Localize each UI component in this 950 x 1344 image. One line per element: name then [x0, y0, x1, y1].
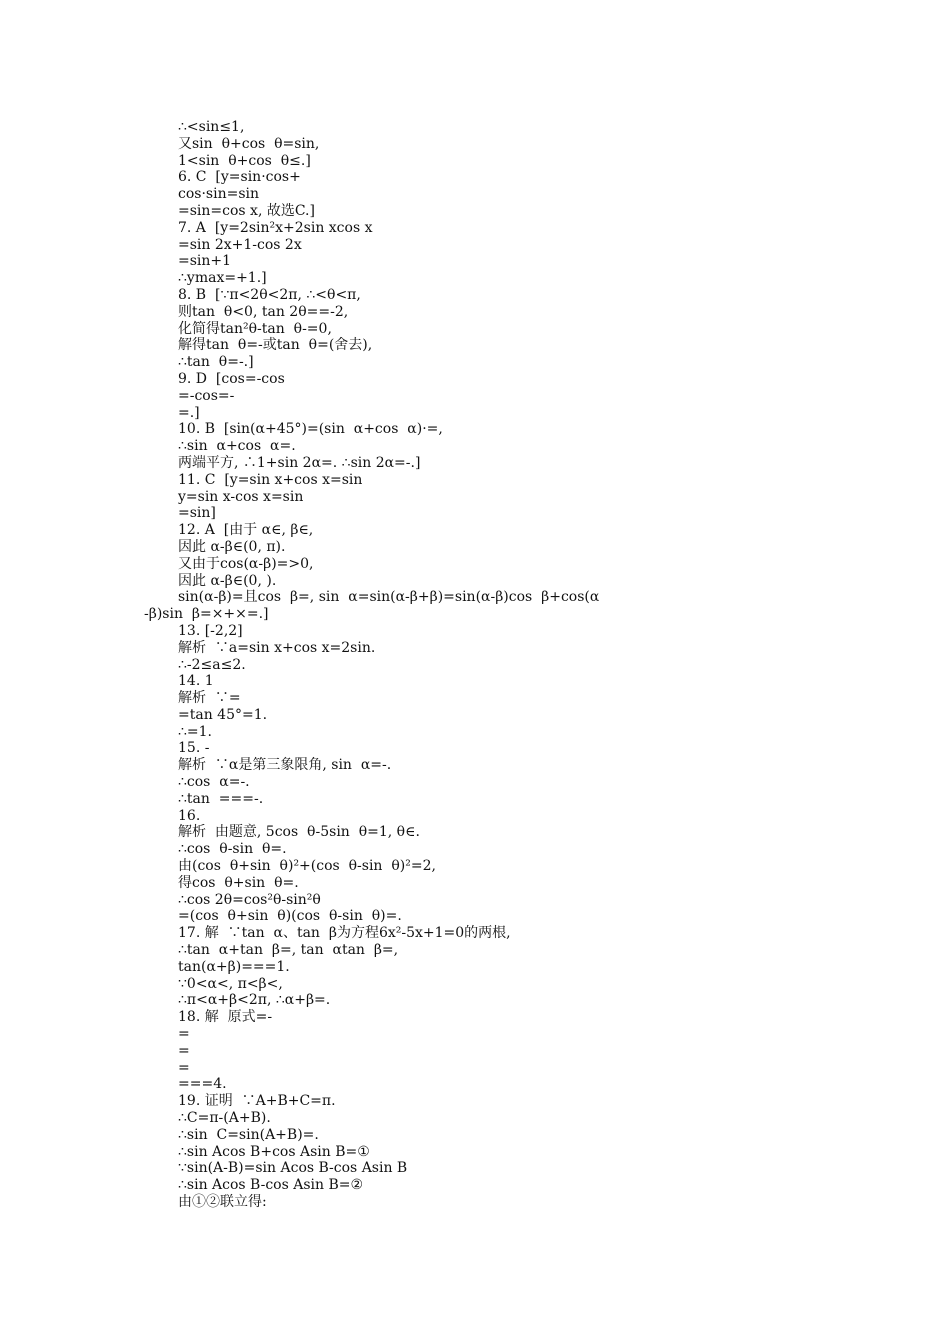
answer-13-line: 13. [-2,2] [178, 622, 243, 639]
text-line: ∴π<α+β<2π, ∴α+β=. [178, 992, 331, 1009]
answer-19-line: 19. 证明 ∵A+B+C=π. [178, 1093, 336, 1110]
solution-text [0, 119, 950, 1211]
text-line: 两端平方, ∴1+sin 2α=. ∴sin 2α=-.] [178, 454, 421, 471]
text-line: 由(cos θ+sin θ)²+(cos θ-sin θ)²=2, [178, 858, 436, 875]
text-line: ∴<sin≤1, [178, 119, 245, 135]
text-line: 解析 由题意, 5cos θ-5sin θ=1, θ∈. [178, 824, 420, 841]
answer-16-line: 16. [178, 807, 201, 824]
text-line: ∴-2≤a≤2. [178, 656, 246, 673]
text-line: ∴cos 2θ=cos²θ-sin²θ [178, 891, 321, 908]
answer-10-line: 10. B [sin(α+45°)=(sin α+cos α)·=, [178, 421, 443, 438]
text-line: =sin 2x+1-cos 2x [178, 236, 302, 253]
text-line: cos·sin=sin [178, 186, 259, 203]
text-line: =(cos θ+sin θ)(cos θ-sin θ)=. [178, 908, 402, 925]
text-line: ∴sin α+cos α=. [178, 438, 296, 455]
text-line: = [178, 1026, 190, 1043]
text-line: sin(α-β)=且cos β=, sin α=sin(α-β+β)=sin(α-β)cos β+cos(α [178, 589, 600, 606]
text-line: = [178, 1042, 190, 1059]
text-line: ∴sin Acos B-cos Asin B=② [178, 1177, 364, 1194]
text-line: ∴tan ===-. [178, 790, 264, 807]
text-line: =sin] [178, 505, 216, 522]
text-line: ===4. [178, 1076, 227, 1093]
text-line: ∴tan α+tan β=, tan αtan β=, [178, 942, 399, 959]
text-line: ∴=1. [178, 723, 212, 740]
text-line: y=sin x-cos x=sin [178, 488, 304, 505]
text-line: ∴C=π-(A+B). [178, 1110, 271, 1127]
answer-12-line: 12. A [由于 α∈, β∈, [178, 522, 314, 539]
text-line: 解析 ∵α是第三象限角, sin α=-. [178, 757, 392, 774]
text-line: 1<sin θ+cos θ≤.] [178, 152, 311, 169]
text-line: 化简得tan²θ-tan θ-=0, [178, 320, 332, 337]
text-line: =-cos=- [178, 387, 235, 404]
text-line: ∵0<α<, π<β<, [178, 975, 283, 992]
text-line: 又sin θ+cos θ=sin, [178, 135, 320, 152]
text-line: ∴ymax=+1.] [178, 270, 267, 287]
answer-18-line: 18. 解 原式=- [178, 1009, 273, 1026]
answer-6-line: 6. C [y=sin·cos+ [178, 169, 301, 186]
text-line: 解得tan θ=-或tan θ=(舍去), [178, 337, 373, 354]
answer-8-line: 8. B [∵π<2θ<2π, ∴<θ<π, [178, 286, 361, 303]
text-line: =.] [178, 404, 200, 421]
text-line: ∴sin Acos B+cos Asin B=① [178, 1143, 370, 1160]
text-line: ∴cos θ-sin θ=. [178, 841, 287, 858]
text-line: ∵sin(A-B)=sin Acos B-cos Asin B [178, 1160, 408, 1177]
text-line: 则tan θ<0, tan 2θ==-2, [178, 303, 349, 320]
text-line: 又由于cos(α-β)=>0, [178, 555, 314, 572]
answer-14-line: 14. 1 [178, 673, 214, 690]
text-line: 因此 α-β∈(0, ). [178, 572, 277, 589]
text-line: 解析 ∵a=sin x+cos x=2sin. [178, 639, 376, 656]
text-line: =sin+1 [178, 253, 232, 270]
text-line-wrapped: -β)sin β=×+×=.] [144, 606, 269, 623]
answer-7-line: 7. A [y=2sin²x+2sin xcos x [178, 219, 373, 236]
text-line: tan(α+β)===1. [178, 958, 290, 975]
text-line: ∴sin C=sin(A+B)=. [178, 1126, 319, 1143]
text-line: =tan 45°=1. [178, 706, 268, 723]
text-line: = [178, 1059, 190, 1076]
text-line: =sin=cos x, 故选C.] [178, 202, 315, 219]
text-line: 解析 ∵= [178, 690, 241, 707]
text-line: ∴cos α=-. [178, 774, 250, 791]
text-line: 得cos θ+sin θ=. [178, 874, 299, 891]
answer-15-line: 15. - [178, 740, 210, 757]
answer-11-line: 11. C [y=sin x+cos x=sin [178, 471, 363, 488]
text-line: 由①②联立得: [178, 1194, 267, 1210]
text-line: 因此 α-β∈(0, π). [178, 538, 286, 555]
text-line: ∴tan θ=-.] [178, 354, 254, 371]
answer-9-line: 9. D [cos=-cos [178, 370, 285, 387]
answer-17-line: 17. 解 ∵tan α、tan β为方程6x²-5x+1=0的两根, [178, 925, 511, 942]
